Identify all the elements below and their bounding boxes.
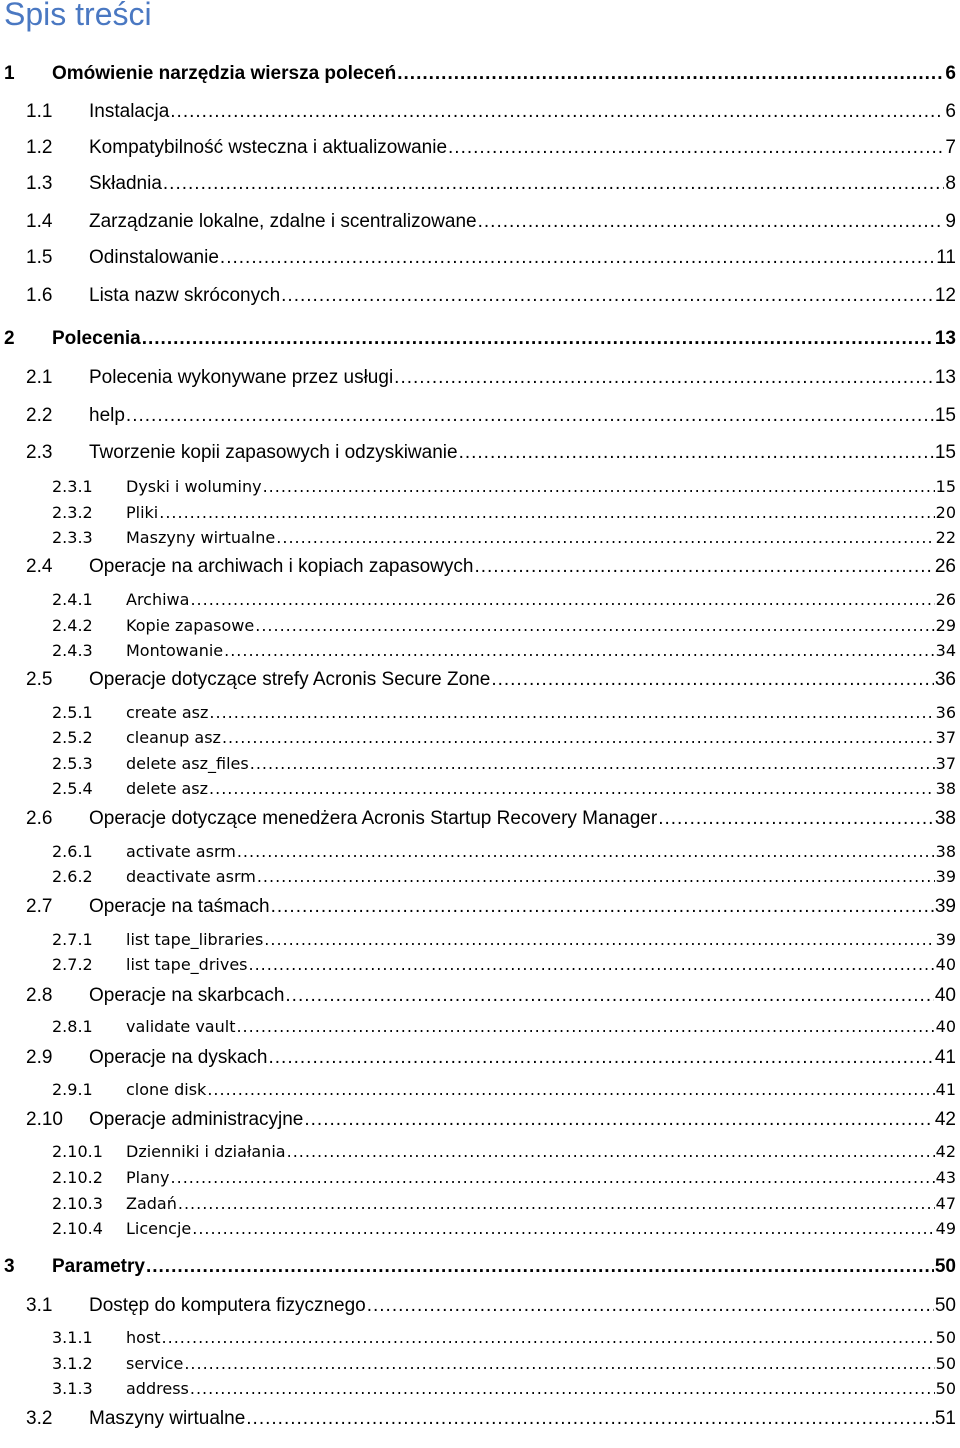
toc-leader-dots <box>658 808 934 830</box>
toc-entry-number: 2.6 <box>26 808 53 829</box>
toc-entry-title: Zarządzanie lokalne, zdalne i scentralizowane <box>89 211 477 232</box>
toc-leader-dots <box>474 556 933 578</box>
toc-entry-page: 6 <box>945 101 956 122</box>
toc-entry[interactable] <box>52 754 956 773</box>
toc-entry-title: delete asz <box>126 779 209 798</box>
toc-entry[interactable] <box>52 703 956 722</box>
toc-entry-title: Kompatybilność wsteczna i aktualizowanie <box>89 137 448 158</box>
toc-entry-title: Odinstalowanie <box>89 247 219 268</box>
toc-entry-page: 38 <box>935 779 956 798</box>
toc-leader-dots <box>184 1354 934 1373</box>
toc-entry-page: 37 <box>935 754 956 773</box>
toc-entry-number: 1 <box>4 63 15 84</box>
toc-entry-number: 2.9 <box>26 1047 53 1068</box>
toc-entry-number: 3.2 <box>26 1408 53 1429</box>
toc-entry-title: Licencje <box>126 1219 192 1238</box>
toc-entry-title: delete asz_files <box>126 754 249 773</box>
toc-entry[interactable] <box>26 669 956 691</box>
toc-entry[interactable] <box>52 1142 956 1161</box>
toc-entry-page: 37 <box>935 728 956 747</box>
toc-leader-dots <box>397 63 944 85</box>
toc-leader-dots <box>459 442 934 464</box>
toc-entry-page: 6 <box>945 63 956 84</box>
toc-entry-number: 2.10.4 <box>52 1219 103 1238</box>
toc-leader-dots <box>190 590 934 609</box>
toc-entry-title: Operacje na archiwach i kopiach zapasowych <box>89 556 474 577</box>
toc-entry-number: 2.7.1 <box>52 930 93 949</box>
toc-entry-page: 36 <box>934 669 956 690</box>
toc-entry-page: 40 <box>935 955 956 974</box>
toc-entry[interactable] <box>52 477 956 496</box>
toc-entry-title: activate asrm <box>126 842 236 861</box>
toc-entry-number: 2.5.4 <box>52 779 93 798</box>
toc-entry-number: 1.4 <box>26 211 53 232</box>
toc-entry-number: 3.1.2 <box>52 1354 93 1373</box>
toc-entry-number: 2.5.3 <box>52 754 93 773</box>
toc-entry-number: 3 <box>4 1256 15 1277</box>
toc-entry-number: 2.1 <box>26 367 53 388</box>
toc-entry[interactable] <box>26 173 956 195</box>
toc-leader-dots <box>163 173 945 195</box>
toc-entry[interactable] <box>26 556 956 578</box>
toc-entry-number: 2.3.1 <box>52 477 93 496</box>
toc-entry-page: 50 <box>935 1328 956 1347</box>
toc-entry[interactable] <box>26 1109 956 1131</box>
toc-entry[interactable] <box>52 728 956 747</box>
toc-leader-dots <box>287 1142 935 1161</box>
toc-entry-title: Archiwa <box>126 590 190 609</box>
toc-entry-page: 11 <box>936 247 956 268</box>
toc-entry[interactable] <box>52 1080 956 1099</box>
toc-entry-number: 2.9.1 <box>52 1080 93 1099</box>
toc-entry[interactable] <box>26 985 956 1007</box>
toc-leader-dots <box>250 754 935 773</box>
toc-entry[interactable] <box>52 779 956 798</box>
toc-entry-page: 50 <box>934 1295 956 1316</box>
toc-entry-title: Zadań <box>126 1194 177 1213</box>
toc-entry[interactable] <box>4 328 956 350</box>
toc-leader-dots <box>304 1109 933 1131</box>
toc-leader-dots <box>263 477 935 496</box>
toc-entry-page: 26 <box>935 590 956 609</box>
toc-entry-title: Operacje dotyczące menedżera Acronis Startup Recovery Manager <box>89 808 658 829</box>
toc-leader-dots <box>192 1219 934 1238</box>
toc-leader-dots <box>257 867 935 886</box>
toc-leader-dots <box>190 1379 935 1398</box>
toc-entry-title: Lista nazw skróconych <box>89 285 281 306</box>
toc-entry-page: 41 <box>935 1080 956 1099</box>
toc-entry-page: 39 <box>934 896 956 917</box>
toc-entry[interactable] <box>52 867 956 886</box>
toc-entry-number: 2.8 <box>26 985 53 1006</box>
toc-entry-page: 49 <box>935 1219 956 1238</box>
toc-entry-number: 2.5.1 <box>52 703 93 722</box>
toc-entry[interactable] <box>52 1017 956 1036</box>
toc-leader-dots <box>367 1295 934 1317</box>
toc-entry-title: Składnia <box>89 173 162 194</box>
toc-entry-title: Tworzenie kopii zapasowych i odzyskiwanie <box>89 442 458 463</box>
toc-entry-page: 13 <box>934 328 956 349</box>
toc-entry-page: 9 <box>945 211 956 232</box>
toc-entry-title: host <box>126 1328 161 1347</box>
toc-entry-page: 50 <box>935 1379 956 1398</box>
toc-entry-number: 2.8.1 <box>52 1017 93 1036</box>
toc-leader-dots <box>478 211 945 233</box>
toc-entry-number: 1.1 <box>26 101 53 122</box>
toc-entry-page: 38 <box>935 842 956 861</box>
toc-entry-title: Montowanie <box>126 641 224 660</box>
toc-entry-page: 15 <box>935 477 956 496</box>
toc-entry[interactable] <box>52 1219 956 1238</box>
toc-leader-dots <box>285 985 933 1007</box>
toc-entry-number: 1.5 <box>26 247 53 268</box>
toc-entry-title: Polecenia <box>52 328 141 349</box>
toc-entry[interactable] <box>26 808 956 830</box>
toc-entry-title: Polecenia wykonywane przez usługi <box>89 367 394 388</box>
toc-entry[interactable] <box>52 616 956 635</box>
toc-entry-page: 50 <box>935 1354 956 1373</box>
toc-entry-title: list tape_drives <box>126 955 248 974</box>
toc-entry-page: 43 <box>935 1168 956 1187</box>
toc-entry[interactable] <box>52 955 956 974</box>
toc-entry-number: 2.7 <box>26 896 53 917</box>
toc-leader-dots <box>159 503 934 522</box>
toc-entry[interactable] <box>52 590 956 609</box>
toc-entry-number: 2.3.3 <box>52 528 93 547</box>
toc-leader-dots <box>236 1017 934 1036</box>
toc-entry-page: 12 <box>934 285 956 306</box>
toc-entry[interactable] <box>52 641 956 660</box>
toc-entry-number: 2.5.2 <box>52 728 93 747</box>
toc-entry-page: 42 <box>935 1142 956 1161</box>
toc-leader-dots <box>146 1256 934 1278</box>
toc-entry[interactable] <box>52 1379 956 1398</box>
toc-entry[interactable] <box>26 211 956 233</box>
toc-entry-page: 7 <box>945 137 956 158</box>
toc-entry-title: Operacje dotyczące strefy Acronis Secure Zone <box>89 669 491 690</box>
toc-leader-dots <box>207 1080 934 1099</box>
toc-entry[interactable] <box>4 1256 956 1278</box>
toc-entry-number: 3.1.1 <box>52 1328 93 1347</box>
toc-entry-title: Dostęp do komputera fizycznego <box>89 1295 366 1316</box>
toc-entry-title: Maszyny wirtualne <box>89 1408 246 1429</box>
toc-entry-number: 3.1 <box>26 1295 53 1316</box>
toc-leader-dots <box>209 703 934 722</box>
toc-entry[interactable] <box>52 503 956 522</box>
toc-entry-page: 40 <box>935 1017 956 1036</box>
toc-entry-title: service <box>126 1354 184 1373</box>
toc-entry-number: 2.6.1 <box>52 842 93 861</box>
toc-entry-title: Omówienie narzędzia wiersza poleceń <box>52 63 397 84</box>
toc-entry[interactable] <box>52 842 956 861</box>
toc-entry-number: 2 <box>4 328 15 349</box>
toc-entry-page: 29 <box>935 616 956 635</box>
toc-entry-page: 50 <box>934 1256 956 1277</box>
toc-leader-dots <box>162 1328 935 1347</box>
toc-entry-title: address <box>126 1379 189 1398</box>
toc-leader-dots <box>171 1168 935 1187</box>
toc-leader-dots <box>224 641 935 660</box>
toc-entry-number: 2.5 <box>26 669 53 690</box>
toc-leader-dots <box>276 528 934 547</box>
toc-leader-dots <box>491 669 934 691</box>
toc-entry-page: 39 <box>935 867 956 886</box>
toc-entry-number: 2.2 <box>26 405 53 426</box>
toc-entry-title: Kopie zapasowe <box>126 616 255 635</box>
toc-entry[interactable] <box>26 101 956 123</box>
toc-entry[interactable] <box>26 137 956 159</box>
toc-entry-title: Operacje na skarbcach <box>89 985 285 1006</box>
toc-entry-page: 47 <box>935 1194 956 1213</box>
toc-entry-number: 1.6 <box>26 285 53 306</box>
toc-leader-dots <box>448 137 944 159</box>
toc-entry[interactable] <box>52 930 956 949</box>
toc-entry[interactable] <box>26 1408 956 1430</box>
toc-entry-page: 42 <box>934 1109 956 1130</box>
toc-entry[interactable] <box>52 1194 956 1213</box>
toc-entry-number: 1.2 <box>26 137 53 158</box>
toc-entry-page: 15 <box>934 405 956 426</box>
toc-entry[interactable] <box>52 528 956 547</box>
toc-entry-page: 26 <box>934 556 956 577</box>
toc-entry-page: 40 <box>934 985 956 1006</box>
toc-entry-title: Parametry <box>52 1256 145 1277</box>
toc-entry-title: Operacje na taśmach <box>89 896 270 917</box>
toc-entry-title: list tape_libraries <box>126 930 264 949</box>
toc-entry-number: 2.4.3 <box>52 641 93 660</box>
toc-entry-number: 2.4.1 <box>52 590 93 609</box>
toc-entry-number: 2.10 <box>26 1109 63 1130</box>
toc-entry-number: 2.6.2 <box>52 867 93 886</box>
toc-leader-dots <box>142 328 934 350</box>
toc-entry-title: create asz <box>126 703 209 722</box>
toc-entry-number: 1.3 <box>26 173 53 194</box>
toc-leader-dots <box>249 955 935 974</box>
toc-entry-title: Dyski i woluminy <box>126 477 262 496</box>
toc-entry-number: 2.4.2 <box>52 616 93 635</box>
toc-entry[interactable] <box>4 63 956 85</box>
toc-leader-dots <box>222 728 935 747</box>
toc-entry-page: 38 <box>934 808 956 829</box>
toc-entry[interactable] <box>52 1168 956 1187</box>
toc-entry[interactable] <box>26 442 956 464</box>
toc-entry-title: Maszyny wirtualne <box>126 528 276 547</box>
toc-entry-page: 20 <box>935 503 956 522</box>
toc-entry-number: 2.10.2 <box>52 1168 103 1187</box>
toc-leader-dots <box>246 1408 934 1430</box>
toc-entry-page: 36 <box>935 703 956 722</box>
toc-entry-title: Instalacja <box>89 101 170 122</box>
toc-entry-page: 51 <box>934 1408 956 1429</box>
toc-entry-title: Operacje administracyjne <box>89 1109 304 1130</box>
toc-entry-title: validate vault <box>126 1017 236 1036</box>
toc-entry[interactable] <box>26 1295 956 1317</box>
toc-entry-page: 39 <box>935 930 956 949</box>
toc-leader-dots <box>209 779 935 798</box>
toc-entry-title: Plany <box>126 1168 170 1187</box>
toc-entry-page: 15 <box>934 442 956 463</box>
toc-entry[interactable] <box>52 1328 956 1347</box>
toc-leader-dots <box>126 405 934 427</box>
toc-entry-title: Pliki <box>126 503 159 522</box>
toc-leader-dots <box>271 896 934 918</box>
toc-entry-number: 2.4 <box>26 556 53 577</box>
toc-entry-page: 22 <box>935 528 956 547</box>
toc-entry-title: Dzienniki i działania <box>126 1142 286 1161</box>
toc-entry[interactable] <box>26 367 956 389</box>
toc-entry-title: cleanup asz <box>126 728 221 747</box>
toc-leader-dots <box>269 1047 934 1069</box>
toc-entry-title: deactivate asrm <box>126 867 256 886</box>
toc-entry-page: 41 <box>934 1047 956 1068</box>
toc-leader-dots <box>178 1194 935 1213</box>
toc-leader-dots <box>255 616 934 635</box>
toc-entry[interactable] <box>26 896 956 918</box>
toc-entry[interactable] <box>26 1047 956 1069</box>
toc-leader-dots <box>264 930 934 949</box>
toc-leader-dots <box>394 367 934 389</box>
toc-entry-title: help <box>89 405 125 426</box>
toc-leader-dots <box>237 842 935 861</box>
toc-entry[interactable] <box>52 1354 956 1373</box>
toc-entry[interactable] <box>26 405 956 427</box>
toc-entry-title: Operacje na dyskach <box>89 1047 268 1068</box>
toc-entry-number: 2.7.2 <box>52 955 93 974</box>
toc-entry-page: 34 <box>935 641 956 660</box>
page-title: Spis treści <box>4 0 152 32</box>
toc-entry-title: clone disk <box>126 1080 207 1099</box>
toc-entry[interactable] <box>26 247 956 269</box>
toc-entry-page: 13 <box>934 367 956 388</box>
toc-entry[interactable] <box>26 285 956 307</box>
toc-entry-page: 8 <box>945 173 956 194</box>
toc-entry-number: 2.10.1 <box>52 1142 103 1161</box>
toc-entry-number: 2.10.3 <box>52 1194 103 1213</box>
toc-entry-number: 2.3.2 <box>52 503 93 522</box>
toc-leader-dots <box>220 247 935 269</box>
toc-leader-dots <box>170 101 944 123</box>
toc-entry-number: 2.3 <box>26 442 53 463</box>
toc-entry-number: 3.1.3 <box>52 1379 93 1398</box>
toc-leader-dots <box>281 285 934 307</box>
